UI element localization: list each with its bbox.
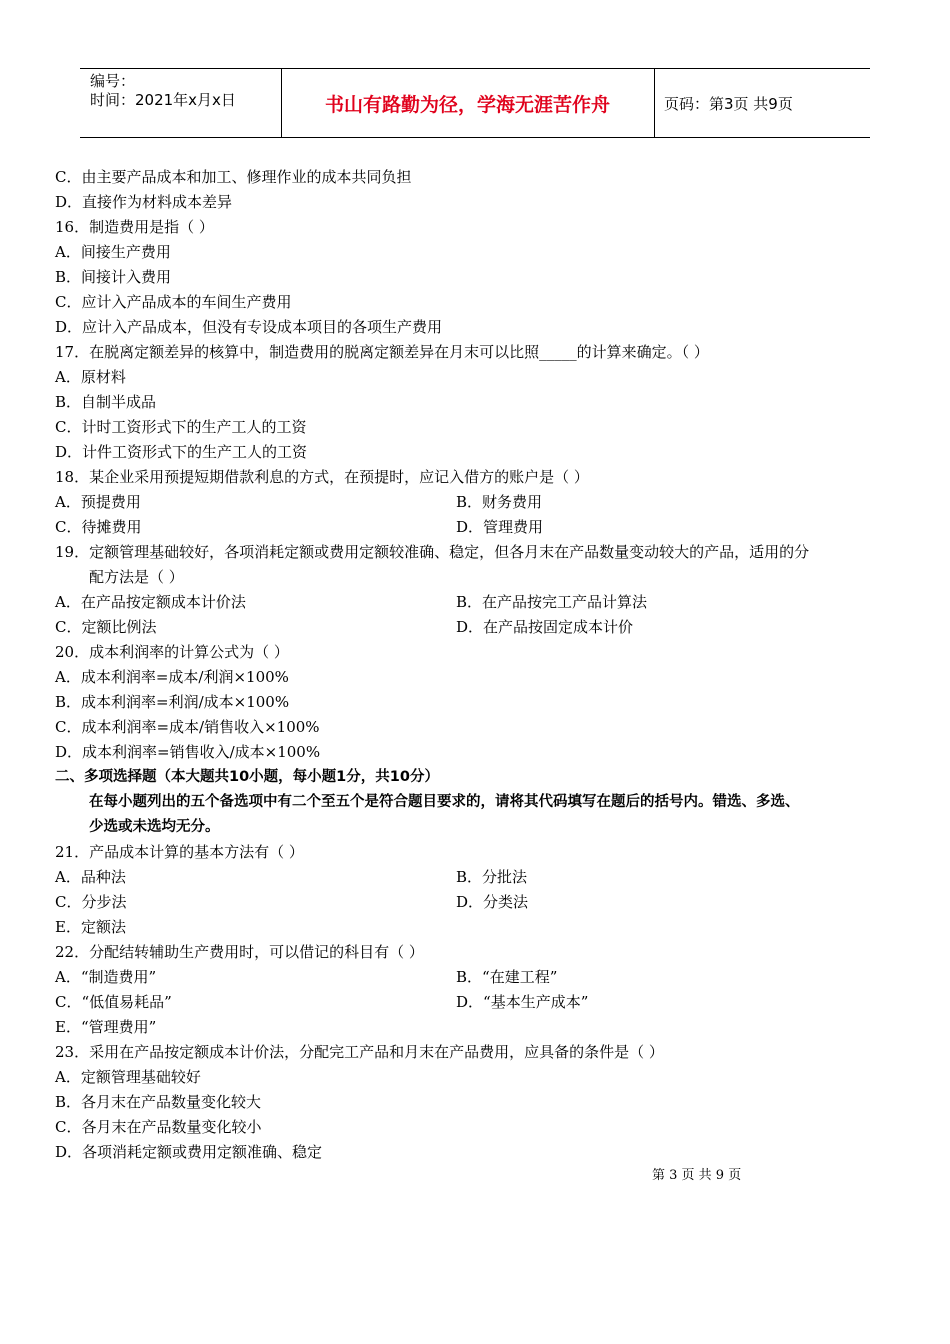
time-label: 时间：2021年x月x日 [90, 91, 236, 109]
option-line: C．分步法 [55, 893, 127, 911]
option-line: C．由主要产品成本和加工、修理作业的成本共同负担 [55, 168, 412, 186]
option-line: A．“制造费用” [55, 968, 157, 986]
question-19-continued: 配方法是（ ） [89, 568, 184, 586]
option-line: A．品种法 [55, 868, 126, 886]
option-line: A．成本利润率=成本/利润×100% [55, 668, 289, 686]
question-18: 18．某企业采用预提短期借款利息的方式，在预提时，应记入借方的账户是（ ） [55, 468, 589, 486]
header-left-cell [80, 69, 282, 137]
option-line: A．在产品按定额成本计价法 [55, 593, 246, 611]
option-line: B．各月末在产品数量变化较大 [55, 1093, 262, 1111]
question-19: 19．定额管理基础较好，各项消耗定额或费用定额较准确、稳定，但各月末在产品数量变动较大的产品，适用的分 [55, 543, 810, 561]
page-info: 页码：第3页 共9页 [664, 95, 793, 113]
option-line: D．成本利润率=销售收入/成本×100% [55, 743, 321, 761]
page-header [80, 68, 870, 138]
header-middle-cell [281, 69, 655, 137]
question-22: 22．分配结转辅助生产费用时，可以借记的科目有（ ） [55, 943, 424, 961]
option-line: B．分批法 [456, 868, 528, 886]
option-line: E．“管理费用” [55, 1018, 157, 1036]
page-footer: 第 3 页 共 9 页 [652, 1168, 742, 1183]
option-line: D．直接作为材料成本差异 [55, 193, 233, 211]
option-line: C．各月末在产品数量变化较小 [55, 1118, 262, 1136]
option-line: B．财务费用 [456, 493, 543, 511]
option-line: C．定额比例法 [55, 618, 157, 636]
option-line: D．应计入产品成本，但没有专设成本项目的各项生产费用 [55, 318, 443, 336]
option-line: C．应计入产品成本的车间生产费用 [55, 293, 292, 311]
option-line: B．自制半成品 [55, 393, 157, 411]
option-line: D．计件工资形式下的生产工人的工资 [55, 443, 308, 461]
option-line: C．“低值易耗品” [55, 993, 172, 1011]
option-line: A．定额管理基础较好 [55, 1068, 201, 1086]
option-line: C．成本利润率=成本/销售收入×100% [55, 718, 320, 736]
question-21: 21．产品成本计算的基本方法有（ ） [55, 843, 304, 861]
option-line: A．间接生产费用 [55, 243, 171, 261]
option-line: B．成本利润率=利润/成本×100% [55, 693, 290, 711]
section-heading: 二、多项选择题（本大题共10小题，每小题1分，共10分） [55, 769, 439, 785]
option-line: A．原材料 [55, 368, 126, 386]
option-line: C．计时工资形式下的生产工人的工资 [55, 418, 307, 436]
section-instructions: 在每小题列出的五个备选项中有二个至五个是符合题目要求的，请将其代码填写在题后的括号内。错选、多选、 [89, 794, 800, 810]
question-20: 20．成本利润率的计算公式为（ ） [55, 643, 289, 661]
motto: 书山有路勤为径，学海无涯苦作舟 [324, 94, 610, 116]
option-line: B．“在建工程” [456, 968, 558, 986]
header-right-cell [655, 69, 870, 137]
question-16: 16．制造费用是指（ ） [55, 218, 214, 236]
option-line: B．间接计入费用 [55, 268, 172, 286]
option-line: D．“基本生产成本” [456, 993, 589, 1011]
option-line: C．待摊费用 [55, 518, 142, 536]
option-line: B．在产品按完工产品计算法 [456, 593, 648, 611]
question-17: 17．在脱离定额差异的核算中，制造费用的脱离定额差异在月末可以比照_____的计算来确定。（ ） [55, 343, 709, 361]
option-line: A．预提费用 [55, 493, 141, 511]
option-line: D．管理费用 [456, 518, 544, 536]
option-line: D．分类法 [456, 893, 529, 911]
question-23: 23．采用在产品按定额成本计价法，分配完工产品和月末在产品费用，应具备的条件是（ ） [55, 1043, 664, 1061]
option-line: D．在产品按固定成本计价 [456, 618, 634, 636]
option-line: E．定额法 [55, 918, 126, 936]
option-line: D．各项消耗定额或费用定额准确、稳定 [55, 1143, 323, 1161]
number-label: 编号： [90, 72, 136, 90]
section-instructions-continued: 少选或未选均无分。 [89, 819, 220, 835]
